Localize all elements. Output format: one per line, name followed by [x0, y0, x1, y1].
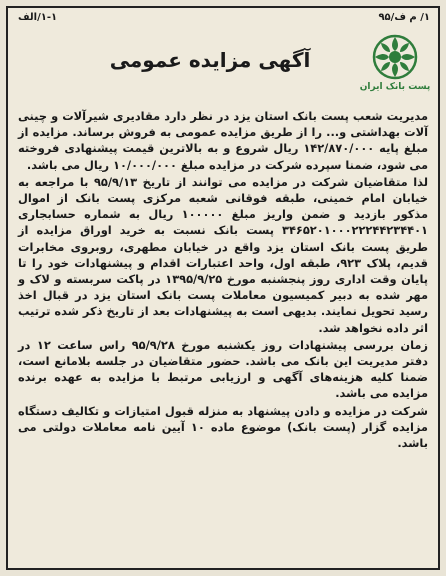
page-title: آگهی مزایده عمومی: [109, 48, 311, 72]
paragraph-procedure: لذا متقاضیان شرکت در مزایده می توانند از تاریخ ۹۵/۹/۱۳ با مراجعه به خیابان امام خمینی، طبقه فوقانی شعبه مرکزی پست بانک از اموال مذکور بازدید و ضمن واریز مبلغ ۱۰۰۰۰۰ ریال به شماره حسابجاری ۳۴۶۵۲۰۱۰۰۰۲۲۲۴۴۲۳۴۴۰۱ پست بانک نسبت به خرید اوراق مزایده از طریق پست بانک استان یزد واقع در خیابان مطهری، روبروی مخابرات قدیم، پلاک ۹۲۳، طبقه اول، واحد اعتبارات اقدام و پیشنهادات خود را تا پایان وقت اداری روز پنجشنبه مورخ ۱۳۹۵/۹/۲۵ در پاکت سربسته و لاک و مهر شده به دبیر کمیسیون معاملات پست بانک استان یزد در قبال اخذ رسید تحویل نمایند. بدیهی است به پیشنهادات بعد از تاریخ ذکر شده ترتیب اثر داده نخواهد شد.: [18, 174, 429, 335]
paragraph-review: زمان بررسی پیشنهادات روز یکشنبه مورخ ۹۵/۹/۲۸ راس ساعت ۱۲ در دفتر مدیریت این بانک می باشد. حضور متقاضیان در جلسه بلامانع است، ضمنا کلیه هزینه‌های آگهی و ارزیابی مرتبط با مزایده به عهده برنده مزایده می باشد.: [18, 337, 428, 401]
paragraph-intro: مدیریت شعب پست بانک استان یزد در نظر دارد مقادیری شیرآلات و چینی آلات بهداشتی و... را از طریق مزایده عمومی به فروش برساند. مزایده از مبلغ پایه ۱۴۲/۸۷۰/۰۰۰ ریال شروع و به بالاترین قیمت پیشنهادی فروخته می شود، ضمنا سپرده شرکت در مزایده مبلغ ۱۰/۰۰۰/۰۰۰ ریال می باشد.: [18, 109, 428, 172]
logo-caption: پست بانک ایران: [359, 82, 431, 92]
paragraph-terms: شرکت در مزایده و دادن پیشنهاد به منزله قبول امتیازات و تکالیف دستگاه مزایده گزار (پست بانک) موضوع ماده ۱۰ آیین نامه معاملات دولتی می باشد.: [18, 403, 428, 451]
advertisement-body: [18, 108, 428, 560]
advertisement-frame: [6, 6, 440, 570]
post-bank-logo: [359, 34, 431, 96]
reference-code-right: ۱/ م ف/۹۵: [378, 12, 430, 23]
post-bank-logo-icon: [372, 34, 418, 80]
reference-code-left: ۱-۱/الف: [18, 12, 58, 23]
